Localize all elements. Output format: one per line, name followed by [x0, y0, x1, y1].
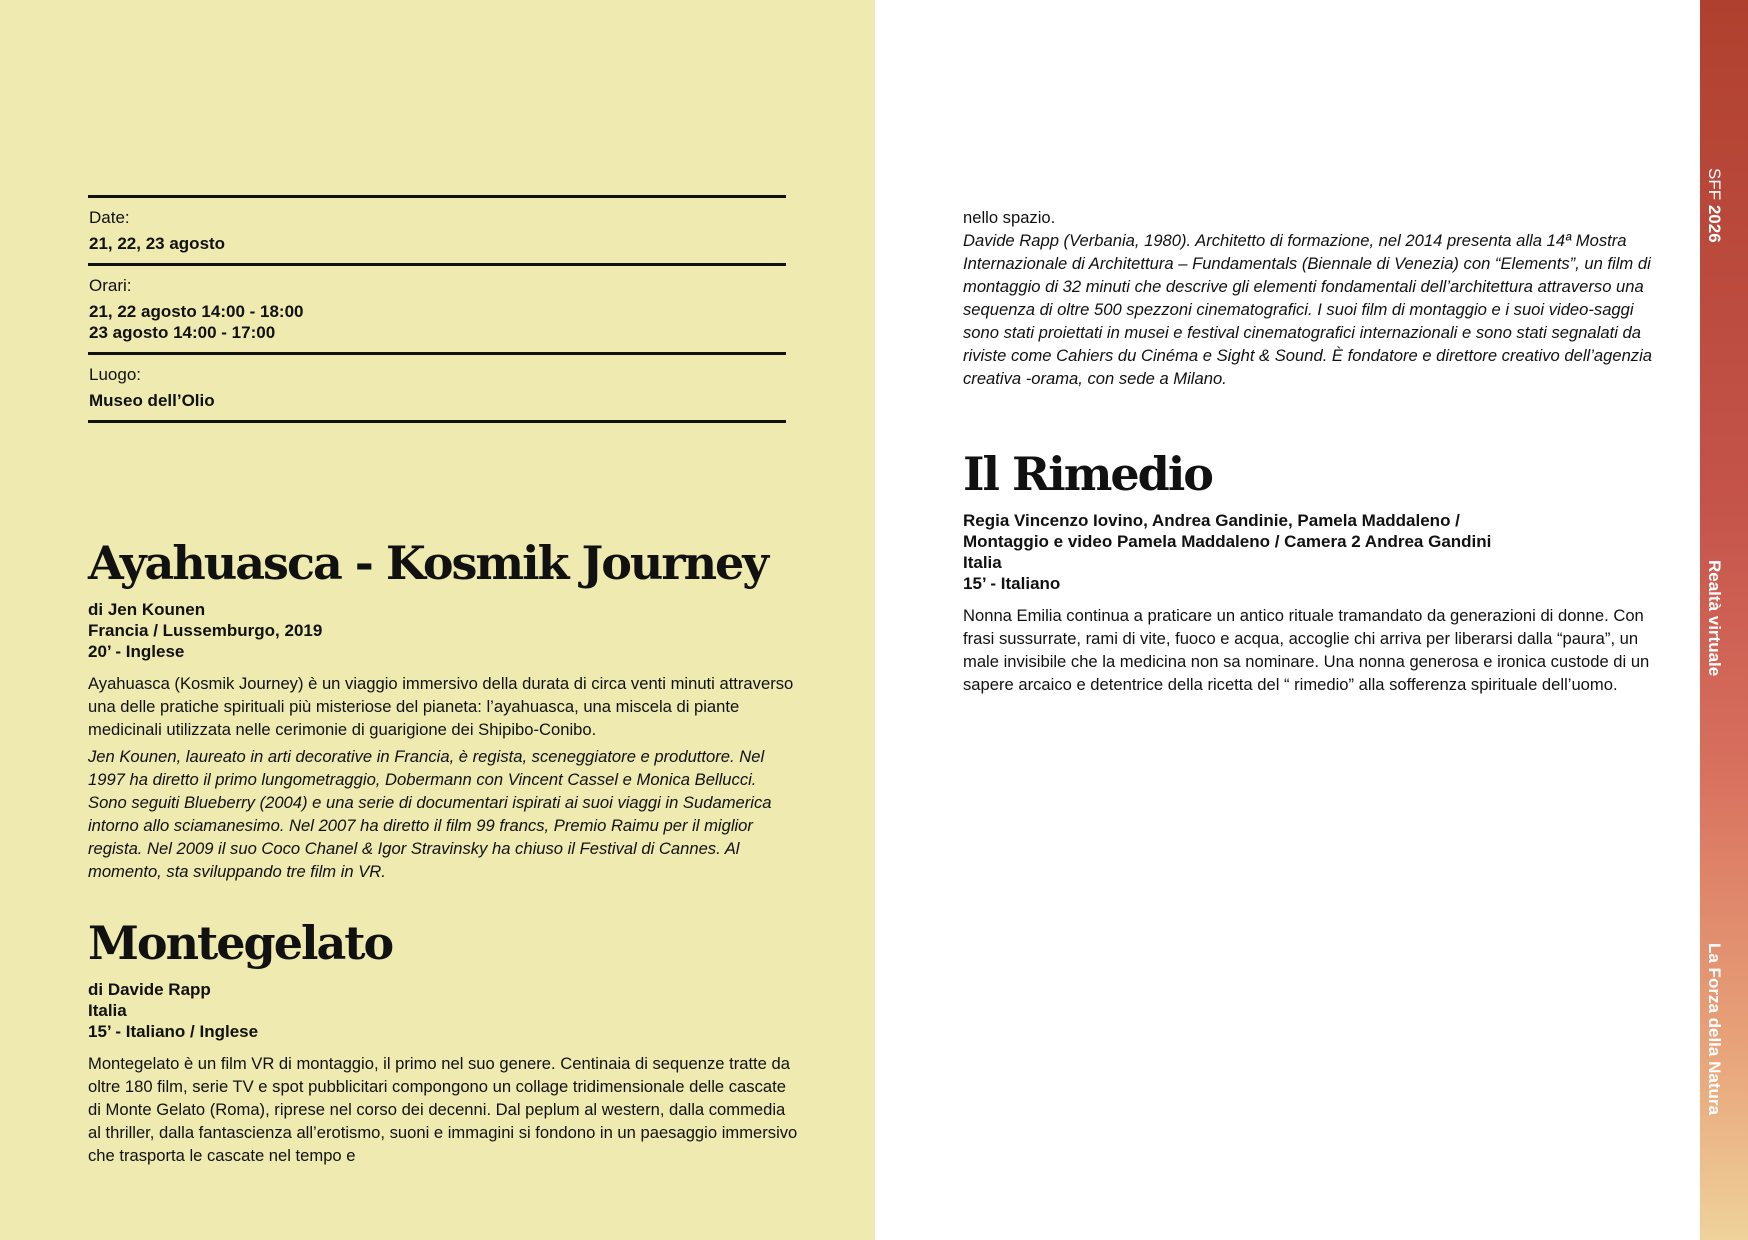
film-credits [88, 599, 798, 662]
side-tab-festival [1704, 168, 1724, 243]
film-title: Montegelato [88, 916, 393, 970]
film-il-rimedio [963, 448, 1663, 696]
credit-line: Regia Vincenzo Iovino, Andrea Gandinie, Pamela Maddaleno / [963, 511, 1460, 530]
luogo-value: Museo dell’Olio [89, 391, 215, 410]
side-tab-theme: La Forza della Natura [1705, 943, 1724, 1115]
date-value: 21, 22, 23 agosto [89, 234, 226, 253]
info-date [88, 198, 786, 263]
film-ayahuasca [88, 537, 798, 883]
film-credits [963, 510, 1663, 594]
director-bio: Davide Rapp (Verbania, 1980). Architetto di formazione, nel 2014 presenta alla 14ª Mostra Internazionale di Architettura – Fundamentals (Biennale di Venezia) con “Elements”, un film di montaggio di 32 minuti che descrive gli elementi fondamentali dell’architettura attraverso una sequenza di oltre 500 spezzoni cinematografici. I suoi film di montaggio e i suoi video-saggi sono stati proiettati in musei e festival cinematografici internazionali e sono stati segnalati da riviste come Cahiers du Cinéma e Sight & Sound. È fondatore e direttore creativo dell’agenzia creativa -orama, con sede a Milano. [963, 231, 1653, 388]
side-tab-festival-year: 2026 [1705, 204, 1724, 243]
divider [88, 420, 786, 423]
info-luogo [88, 355, 786, 420]
film-montegelato [88, 917, 798, 1167]
film-title: Ayahuasca - Kosmik Journey [88, 536, 768, 590]
credit-line: Montaggio e video Pamela Maddaleno / Camera 2 Andrea Gandini [963, 532, 1492, 551]
orari-line: 23 agosto 14:00 - 17:00 [89, 323, 276, 342]
info-orari [88, 266, 786, 352]
credit-line: Italia [88, 1001, 127, 1020]
credit-line: Francia / Lussemburgo, 2019 [88, 621, 323, 640]
credit-line: di Davide Rapp [88, 980, 211, 999]
montegelato-continued [963, 206, 1663, 390]
credit-line: 15’ - Italiano / Inglese [88, 1022, 259, 1041]
film-synopsis-continued: nello spazio. [963, 208, 1056, 227]
director-bio: Jen Kounen, laureato in arti decorative in Francia, è regista, sceneggiatore e produttore. Nel 1997 ha diretto il primo lungometraggio, Dobermann con Vincent Cassel e Monica Bellucci. Sono seguiti Blueberry (2004) e una serie di documentari ispirati ai suoi viaggi in Sudamerica intorno allo sciamanesimo. Nel 2007 ha diretto il film 99 francs, Premio Raimu per il miglior regista. Nel 2009 il suo Coco Chanel & Igor Stravinsky ha chiuso il Festival di Cannes. Al momento, sta sviluppando tre film in VR. [88, 747, 772, 881]
date-label: Date: [89, 208, 130, 227]
luogo-label: Luogo: [89, 365, 141, 384]
orari-label: Orari: [89, 276, 132, 295]
orari-line: 21, 22 agosto 14:00 - 18:00 [89, 302, 304, 321]
film-synopsis: Nonna Emilia continua a praticare un antico rituale tramandato da generazioni di donne. Con frasi sussurrate, rami di vite, fuoco e acqua, accoglie chi arriva per liberarsi dalla “paura”, un male invisibile che la medicina non sa nominare. Una nonna generosa e ironica custode di un sapere arcaico e detentrice della ricetta del “ rimedio” alla sofferenza spirituale dell’uomo. [963, 606, 1650, 694]
side-tab-festival-text: SFF [1705, 168, 1724, 205]
film-synopsis: Montegelato è un film VR di montaggio, il primo nel suo genere. Centinaia di sequenze tratte da oltre 180 film, serie TV e spot pubblicitari compongono un collage tridimensionale delle cascate di Monte Gelato (Roma), riprese nel corso dei decenni. Dal peplum al western, dalla commedia al thriller, dalla fantascienza all’erotismo, suoni e immagini si fondono in un paesaggio immersivo che trasporta le cascate nel tempo e [88, 1054, 798, 1165]
credit-line: di Jen Kounen [88, 600, 206, 619]
credit-line: 20’ - Inglese [88, 642, 185, 661]
film-title: Il Rimedio [963, 447, 1212, 501]
side-tab-section: Realtà virtuale [1705, 560, 1724, 677]
film-credits [88, 979, 798, 1042]
credit-line: Italia [963, 553, 1002, 572]
film-synopsis: Ayahuasca (Kosmik Journey) è un viaggio immersivo della durata di circa venti minuti attraverso una delle pratiche spirituali più misteriose del pianeta: l’ayahuasca, una miscela di piante medicinali utilizzata nelle cerimonie di guarigione dei Shipibo-Conibo. [88, 674, 794, 739]
info-block [88, 195, 786, 423]
orari-value [89, 301, 786, 343]
credit-line: 15’ - Italiano [963, 574, 1061, 593]
